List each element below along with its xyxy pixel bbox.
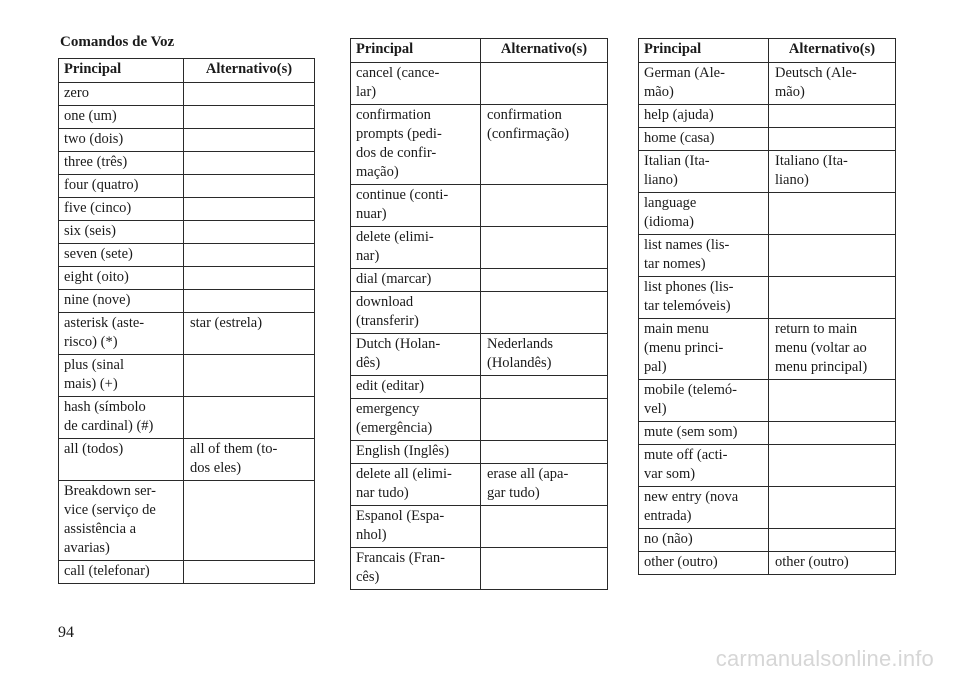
alternative-command-cell	[184, 129, 315, 152]
voice-commands-table-2	[350, 38, 608, 590]
alternative-command-cell	[184, 290, 315, 313]
alternative-command-cell	[184, 355, 315, 397]
principal-command-cell: mute off (acti- var som)	[639, 445, 769, 487]
alternative-command-cell	[184, 106, 315, 129]
alternative-header: Alternativo(s)	[481, 39, 608, 63]
principal-command-cell: seven (sete)	[59, 244, 184, 267]
table-row	[639, 487, 896, 529]
alternative-command-cell	[481, 292, 608, 334]
principal-command-cell: delete (elimi- nar)	[351, 227, 481, 269]
table-row	[639, 151, 896, 193]
principal-command-cell: no (não)	[639, 529, 769, 552]
principal-command-cell: language (idioma)	[639, 193, 769, 235]
principal-command-cell: main menu (menu princi- pal)	[639, 319, 769, 380]
alternative-command-cell	[184, 198, 315, 221]
table-row	[639, 445, 896, 487]
alternative-command-cell	[769, 277, 896, 319]
principal-command-cell: zero	[59, 83, 184, 106]
table-header-row	[59, 59, 315, 83]
alternative-command-cell	[481, 185, 608, 227]
alternative-command-cell: Nederlands (Holandês)	[481, 334, 608, 376]
principal-header: Principal	[351, 39, 481, 63]
principal-command-cell: edit (editar)	[351, 376, 481, 399]
table-row	[59, 106, 315, 129]
alternative-command-cell	[184, 561, 315, 584]
table-row	[639, 529, 896, 552]
table-row	[59, 355, 315, 397]
principal-command-cell: dial (marcar)	[351, 269, 481, 292]
alternative-command-cell	[769, 445, 896, 487]
principal-command-cell: continue (conti- nuar)	[351, 185, 481, 227]
alternative-command-cell: erase all (apa- gar tudo)	[481, 464, 608, 506]
principal-header: Principal	[59, 59, 184, 83]
alternative-command-cell	[481, 376, 608, 399]
principal-header: Principal	[639, 39, 769, 63]
principal-command-cell: Espanol (Espa- nhol)	[351, 506, 481, 548]
table-row	[59, 198, 315, 221]
alternative-command-cell	[769, 380, 896, 422]
table-row	[639, 235, 896, 277]
alternative-command-cell	[184, 244, 315, 267]
principal-command-cell: English (Inglês)	[351, 441, 481, 464]
principal-command-cell: list phones (lis- tar telemóveis)	[639, 277, 769, 319]
table-row	[639, 105, 896, 128]
alternative-command-cell: return to main menu (voltar ao menu principal)	[769, 319, 896, 380]
table-row	[59, 175, 315, 198]
table-row	[351, 292, 608, 334]
table-row	[59, 152, 315, 175]
alternative-command-cell	[481, 441, 608, 464]
principal-command-cell: mute (sem som)	[639, 422, 769, 445]
alternative-command-cell: other (outro)	[769, 552, 896, 575]
alternative-command-cell	[769, 529, 896, 552]
alternative-command-cell: Deutsch (Ale- mão)	[769, 63, 896, 105]
principal-command-cell: Dutch (Holan- dês)	[351, 334, 481, 376]
table-row	[59, 83, 315, 106]
principal-command-cell: delete all (elimi- nar tudo)	[351, 464, 481, 506]
section-title: Comandos de Voz	[60, 34, 175, 50]
table-row	[59, 439, 315, 481]
table-row	[59, 313, 315, 355]
alternative-command-cell	[481, 399, 608, 441]
alternative-command-cell	[481, 63, 608, 105]
alternative-command-cell	[184, 267, 315, 290]
principal-command-cell: cancel (cance- lar)	[351, 63, 481, 105]
alternative-command-cell	[769, 422, 896, 445]
principal-command-cell: hash (símbolo de cardinal) (#)	[59, 397, 184, 439]
alternative-command-cell	[769, 128, 896, 151]
alternative-command-cell	[481, 269, 608, 292]
alternative-command-cell: all of them (to- dos eles)	[184, 439, 315, 481]
table-row	[351, 227, 608, 269]
voice-commands-table-3	[638, 38, 896, 575]
watermark: carmanualsonline.info	[715, 646, 934, 671]
principal-command-cell: Italian (Ita- liano)	[639, 151, 769, 193]
alternative-command-cell	[184, 221, 315, 244]
table-row	[351, 399, 608, 441]
alternative-command-cell	[769, 235, 896, 277]
alternative-command-cell	[769, 193, 896, 235]
table-row	[351, 464, 608, 506]
alternative-command-cell	[184, 175, 315, 198]
table-row	[351, 269, 608, 292]
table-row	[639, 422, 896, 445]
principal-command-cell: one (um)	[59, 106, 184, 129]
principal-command-cell: asterisk (aste- risco) (*)	[59, 313, 184, 355]
table-row	[351, 63, 608, 105]
table-row	[59, 561, 315, 584]
table-row	[351, 334, 608, 376]
principal-command-cell: all (todos)	[59, 439, 184, 481]
alternative-command-cell	[481, 227, 608, 269]
table-row	[639, 319, 896, 380]
principal-command-cell: German (Ale- mão)	[639, 63, 769, 105]
alternative-command-cell	[481, 548, 608, 590]
principal-command-cell: home (casa)	[639, 128, 769, 151]
principal-command-cell: help (ajuda)	[639, 105, 769, 128]
table-header-row	[351, 39, 608, 63]
principal-command-cell: download (transferir)	[351, 292, 481, 334]
alternative-command-cell: confirmation (confirmação)	[481, 105, 608, 185]
table-row	[59, 221, 315, 244]
principal-command-cell: five (cinco)	[59, 198, 184, 221]
principal-command-cell: emergency (emergência)	[351, 399, 481, 441]
table-row	[351, 185, 608, 227]
principal-command-cell: two (dois)	[59, 129, 184, 152]
table-row	[59, 397, 315, 439]
table-row	[59, 481, 315, 561]
table-row	[59, 129, 315, 152]
principal-command-cell: three (três)	[59, 152, 184, 175]
table-row	[639, 128, 896, 151]
table-row	[59, 290, 315, 313]
principal-command-cell: plus (sinal mais) (+)	[59, 355, 184, 397]
principal-command-cell: nine (nove)	[59, 290, 184, 313]
alternative-command-cell	[769, 487, 896, 529]
table-row	[351, 441, 608, 464]
alternative-command-cell: Italiano (Ita- liano)	[769, 151, 896, 193]
table-header-row	[639, 39, 896, 63]
alternative-command-cell	[184, 152, 315, 175]
principal-command-cell: new entry (nova entrada)	[639, 487, 769, 529]
voice-commands-table-1	[58, 58, 315, 584]
alternative-command-cell	[184, 481, 315, 561]
principal-command-cell: Breakdown ser- vice (serviço de assistência a avarias)	[59, 481, 184, 561]
table-row	[351, 548, 608, 590]
alternative-header: Alternativo(s)	[769, 39, 896, 63]
principal-command-cell: four (quatro)	[59, 175, 184, 198]
page-number: 94	[58, 624, 74, 641]
table-row	[351, 105, 608, 185]
principal-command-cell: call (telefonar)	[59, 561, 184, 584]
principal-command-cell: confirmation prompts (pedi- dos de confir- mação)	[351, 105, 481, 185]
table-row	[59, 244, 315, 267]
table-row	[59, 267, 315, 290]
table-row	[639, 63, 896, 105]
table-row	[639, 193, 896, 235]
alternative-command-cell	[184, 83, 315, 106]
alternative-command-cell	[184, 397, 315, 439]
principal-command-cell: list names (lis- tar nomes)	[639, 235, 769, 277]
principal-command-cell: other (outro)	[639, 552, 769, 575]
table-row	[351, 506, 608, 548]
table-row	[639, 380, 896, 422]
table-row	[639, 277, 896, 319]
alternative-command-cell: star (estrela)	[184, 313, 315, 355]
principal-command-cell: Francais (Fran- cês)	[351, 548, 481, 590]
principal-command-cell: eight (oito)	[59, 267, 184, 290]
principal-command-cell: six (seis)	[59, 221, 184, 244]
principal-command-cell: mobile (telemó- vel)	[639, 380, 769, 422]
alternative-command-cell	[769, 105, 896, 128]
alternative-command-cell	[481, 506, 608, 548]
table-row	[351, 376, 608, 399]
table-row	[639, 552, 896, 575]
alternative-header: Alternativo(s)	[184, 59, 315, 83]
